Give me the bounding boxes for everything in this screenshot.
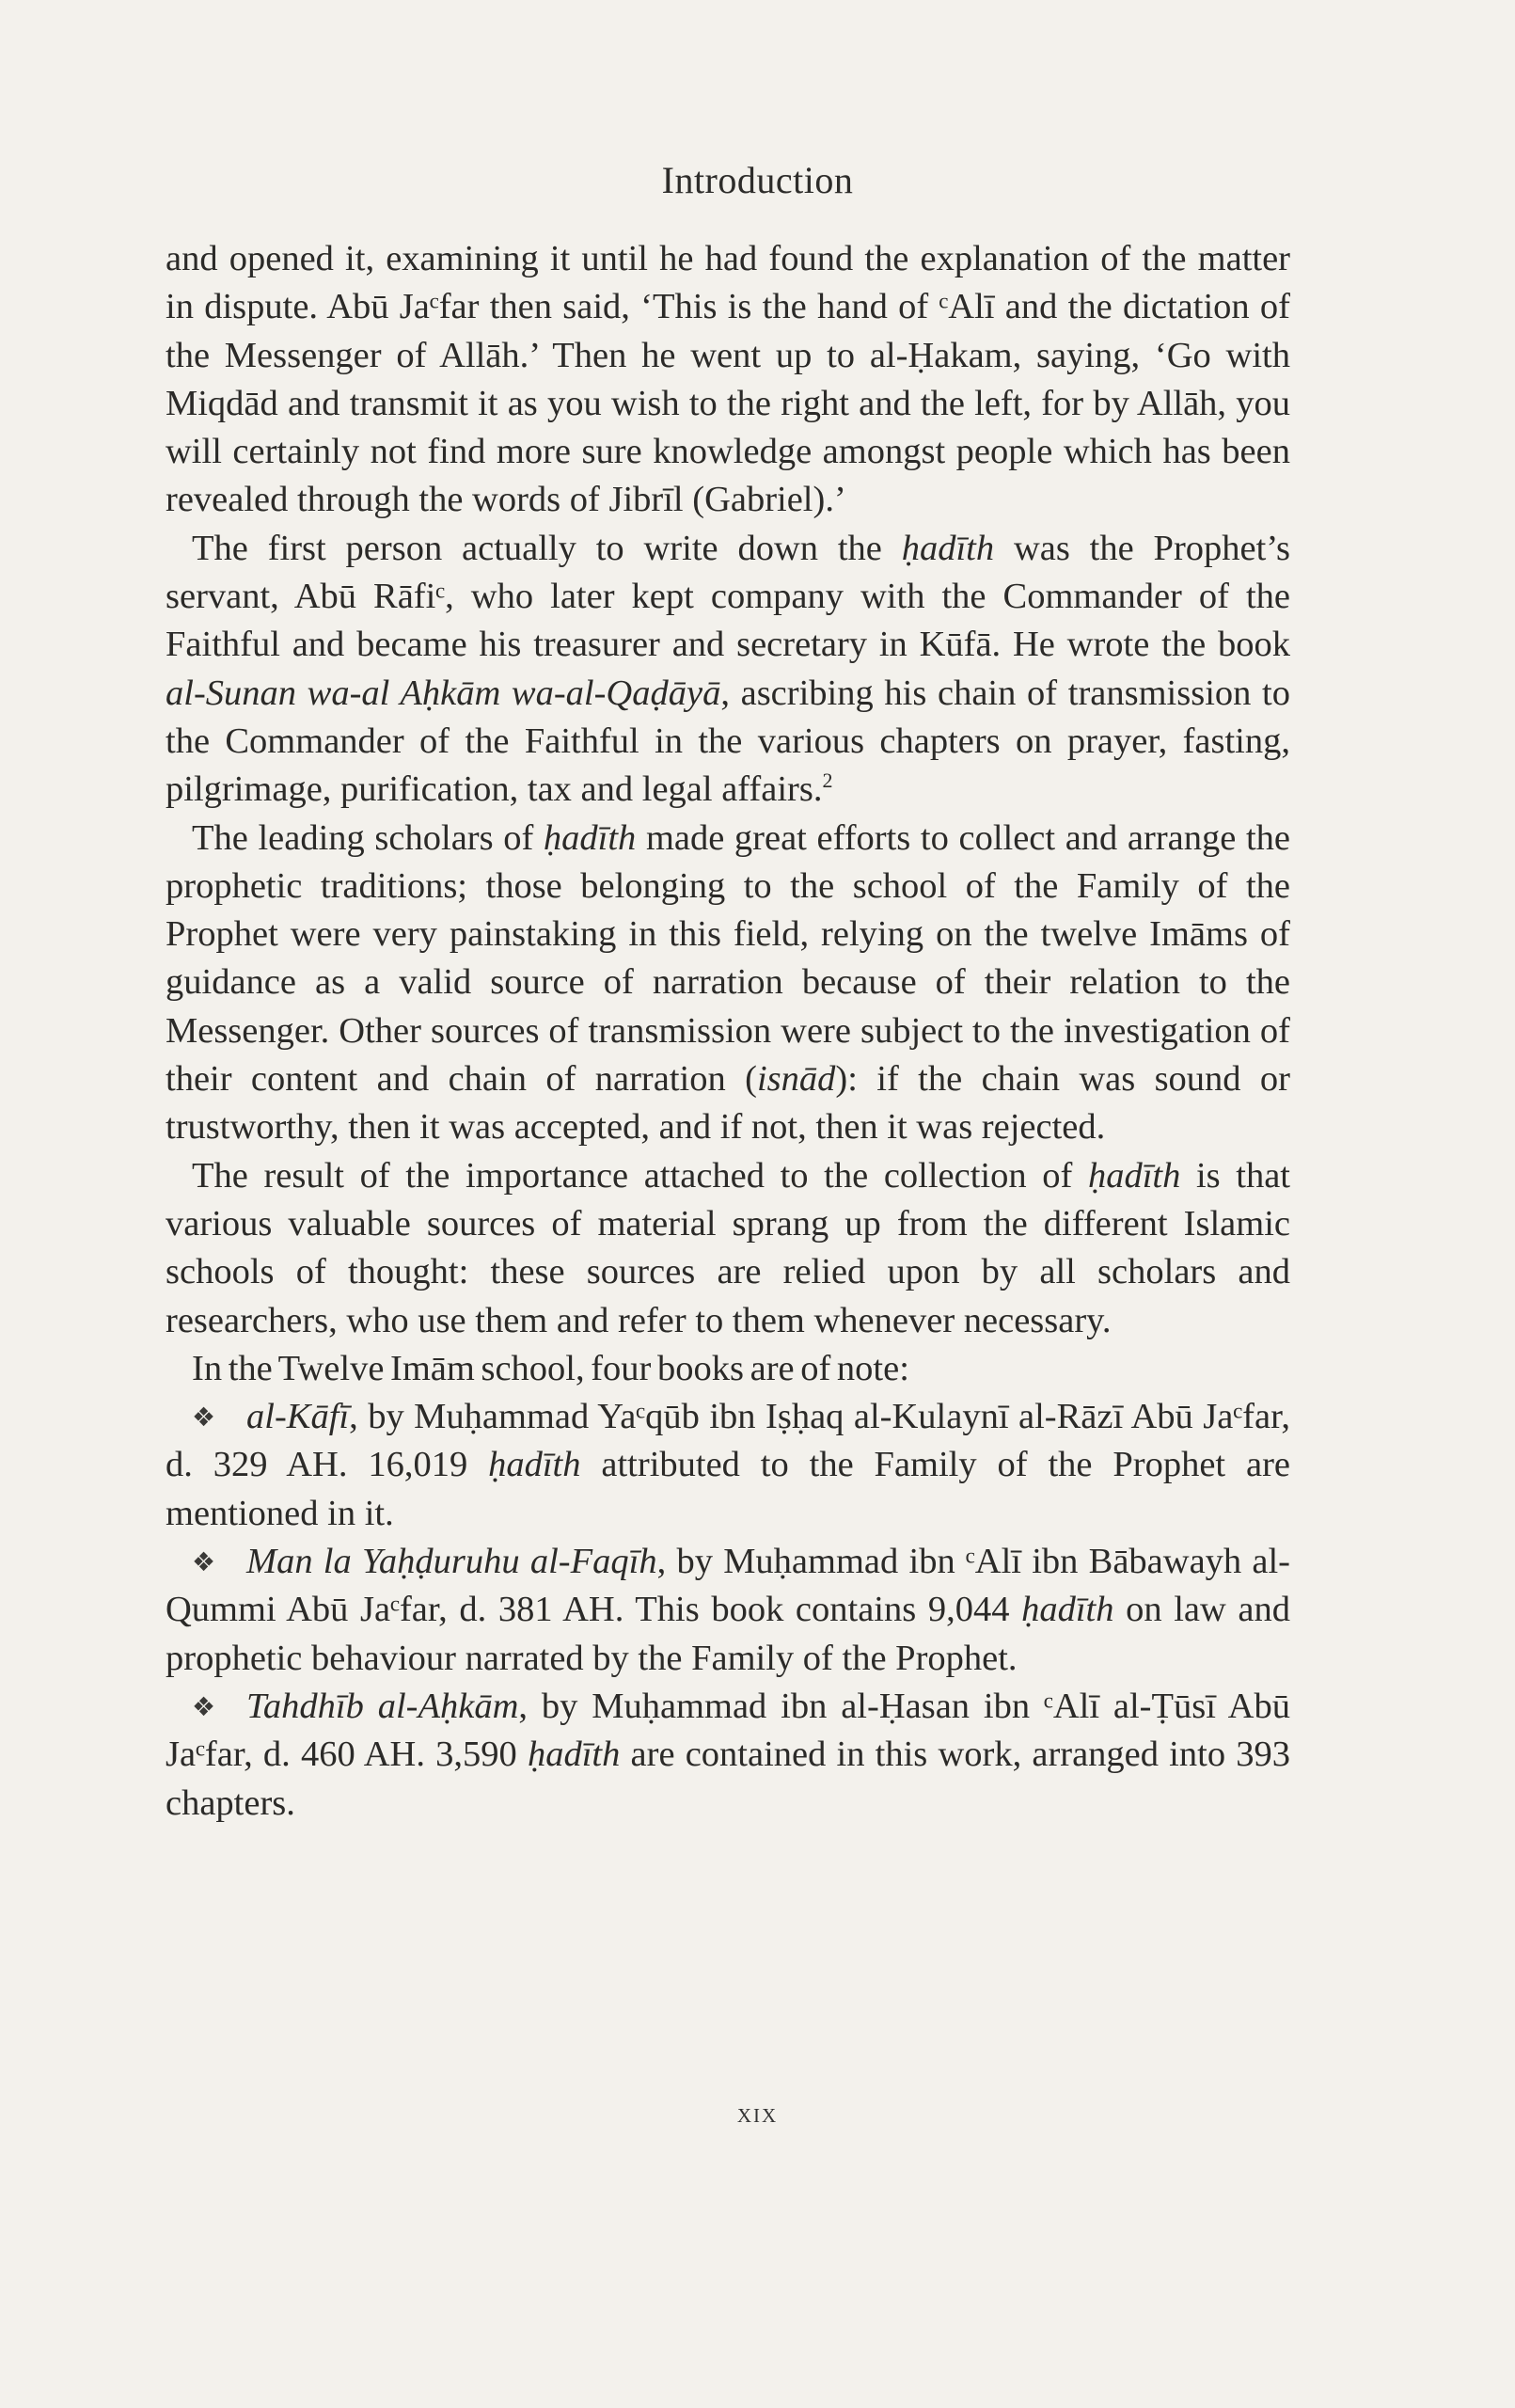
p2-book-title: al-Sunan wa-al Aḥkām wa-al-Qaḍāyā [166, 673, 721, 713]
paragraph-1: and opened it, examining it until he had found the explanation of the matter in dispute. Abū Jaᶜfar then said, ‘This is the hand of ᶜAlī and the dictation of the Messenger of Allāh.’ Then he went up to al-Ḥakam, saying, ‘Go with Miqdād and transmit it as you wish to the right and the left, for by Allāh, you will certainly not find more sure knowledge amongst people which has been revealed through the words of Jibrīl (Gabriel).’ [166, 239, 1290, 520]
list-item [166, 1393, 1290, 1538]
diamond-bullet-icon: ❖ [192, 1546, 216, 1578]
p3-text-3: ): if the chain was sound or trustworthy, then it was accepted, and if not, then it was rejected. [166, 1059, 1290, 1148]
text-block [166, 235, 1290, 1828]
diamond-bullet-icon: ❖ [192, 1402, 216, 1434]
p2-text-2: was the Prophet’s servant, Abū Rāfiᶜ, who later kept company with the Commander of the Faithful and became his treasurer and secretary in Kūfā. He wrote the book [166, 528, 1290, 665]
bullet-text-1: , by Muḥammad Yaᶜqūb ibn Iṣḥaq al-Kulaynī al-Rāzī Abū Jaᶜfar, d. 329 AH. 16,019 [166, 1397, 1290, 1485]
bullet-title: Man la Yaḥḍuruhu al-Faqīh [246, 1542, 657, 1582]
p2-italic-1: ḥadīth [901, 528, 995, 568]
bullet-text-2: attributed to the Family of the Prophet are mentioned in it. [166, 1445, 1290, 1533]
list-item [166, 1538, 1290, 1683]
paragraph-3 [166, 815, 1290, 1152]
bullet-text-1: , by Muḥammad ibn al-Ḥasan ibn ᶜAlī al-Ṭūsī Abū Jaᶜfar, d. 460 AH. 3,590 [166, 1686, 1290, 1775]
bullet-italic: ḥadīth [488, 1445, 581, 1485]
p4-text-2: is that various valuable sources of material sprang up from the different Islamic schools of thought: these sources are relied upon by all scholars and researchers, who use them and refer to them whenever necessary. [166, 1155, 1290, 1340]
list-item [166, 1683, 1290, 1828]
bullet-text-1: , by Muḥammad ibn ᶜAlī ibn Bābawayh al-Qummi Abū Jaᶜfar, d. 381 AH. This book contains 9,044 [166, 1542, 1290, 1630]
bullet-italic: ḥadīth [1021, 1590, 1114, 1630]
bullet-title: al-Kāfī [246, 1397, 350, 1437]
p4-italic-1: ḥadīth [1087, 1155, 1181, 1196]
footnote-marker: 2 [822, 768, 833, 793]
p2-text-1: The first person actually to write down the [192, 528, 902, 568]
p3-italic-2: isnād [756, 1059, 836, 1100]
p3-text-2: made great efforts to collect and arrange the prophetic traditions; those belonging to the school of the Family of the Prophet were very painstaking in this field, relying on the twelve Imāms of guidance as a valid source of narration because of their relation to the Messenger. Other sources of transmission were subject to the investigation of their content and chain of narration ( [166, 817, 1290, 1100]
running-head: Introduction [661, 159, 854, 201]
bullet-title: Tahdhīb al-Aḥkām [246, 1686, 519, 1726]
paragraph-5: In the Twelve Imām school, four books are of note: [192, 1348, 909, 1388]
bullet-italic: ḥadīth [527, 1735, 621, 1775]
bullet-text-2: are contained in this work, arranged into 393 chapters. [166, 1735, 1290, 1823]
p2-text-3: , ascribing his chain of transmission to the Commander of the Faithful in the various chapters on prayer, fasting, pilgrimage, purification, tax and legal affairs. [166, 673, 1290, 810]
page-number: xix [736, 2098, 779, 2129]
p4-text-1: The result of the importance attached to the collection of [192, 1155, 1088, 1196]
paragraph-4 [166, 1152, 1290, 1345]
bullet-text-2: on law and prophetic behaviour narrated by the Family of the Prophet. [166, 1590, 1290, 1678]
paragraph-2 [166, 525, 1290, 815]
p3-text-1: The leading scholars of [192, 817, 544, 858]
diamond-bullet-icon: ❖ [192, 1690, 216, 1722]
p3-italic-1: ḥadīth [543, 817, 637, 858]
